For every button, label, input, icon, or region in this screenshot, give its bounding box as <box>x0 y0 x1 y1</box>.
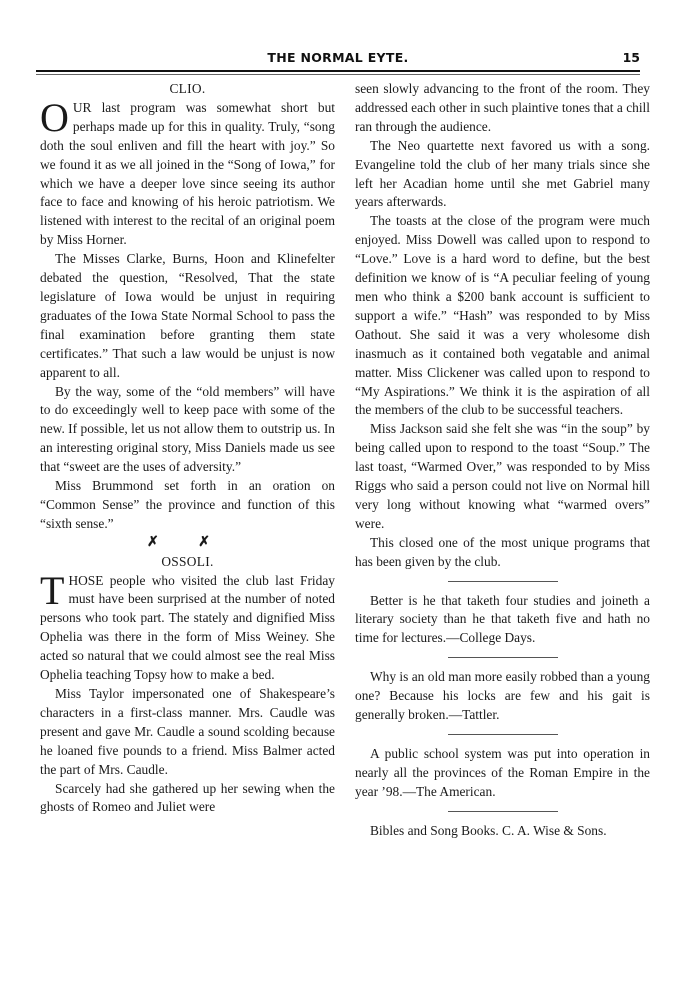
header-rule-thick <box>36 70 640 72</box>
ossoli-continued-paragraph-4: Miss Jackson said she felt she was “in the soup” by being called upon to respond to the toast “Soup.” The last toast, “Warmed Over,” was responded to by Miss Riggs who said a person could not live on Normal hill very long without knowing what “warmed overs” were. <box>355 421 650 531</box>
section-heading-ossoli: OSSOLI. <box>161 553 214 569</box>
ossoli-continued-paragraph-5: This closed one of the most unique programs that has been given by the club. <box>355 534 650 569</box>
clipping-college-days: Better is he that taketh four studies and joineth a literary society than he that taketh five and hath no time for lectures.—College Days. <box>355 592 650 646</box>
ossoli-paragraph-3: Scarcely had she gathered up her sewing when the ghosts of Romeo and Juliet were <box>40 780 335 815</box>
dropcap-word-rest: HOSE <box>68 572 104 588</box>
section-heading-clio: CLIO. <box>169 81 206 96</box>
clio-paragraph-1 <box>40 94 335 250</box>
clipping-the-american: A public school system was put into operation in nearly all the provinces of the Roman Empire in the year ’98.—The American. <box>355 746 650 799</box>
ossoli-paragraph-1 <box>40 567 335 685</box>
clio-paragraph-2: The Misses Clarke, Burns, Hoon and Klinefelter debated the question, “Resolved, That the state legislature of Iowa would be unjust in requiring graduates of the Iowa State Normal School to pass the final examination before granting them state certificates.” That such a law would be unjust is now apparent to all. <box>40 251 335 380</box>
paragraph-text: last program was somewhat short but perhaps made up for this in quality. Truly, “song doth the soul enliven and fill the heart with joy.” So we found it as we all joined in the “Song of Iowa,” for which we have a deeper love since seeing its author face to face and knowing of his heroic patriotism. We listened with interest to the recital of an original poem by Miss Horner. <box>40 99 335 248</box>
separator-rule <box>448 581 558 582</box>
section-divider-ornament: ✗ ✗ <box>147 534 228 550</box>
dropcap-word-rest: UR <box>72 99 92 115</box>
drop-cap-letter: T <box>40 567 65 613</box>
ossoli-continued-paragraph-2: The Neo quartette next favored us with a song. Evangeline told the club of her many trials since she left her Acadian home until she met Gabriel many years afterwards. <box>355 137 650 210</box>
advertisement-line: Bibles and Song Books. C. A. Wise & Sons. <box>370 822 607 838</box>
clipping-tattler: Why is an old man more easily robbed than a young one? Because his locks are few and his gait is generally broken.—Tattler. <box>355 669 650 723</box>
left-column <box>40 80 335 817</box>
separator-rule <box>448 811 558 812</box>
separator-rule <box>448 657 558 658</box>
clio-paragraph-3: By the way, some of the “old members” will have to do exceedingly well to keep pace with some of the new. If possible, let us not allow them to outstrip us. In an interesting original story, Miss Daniels made us see that “sweet are the uses of adversity.” <box>40 383 335 475</box>
clio-paragraph-4: Miss Brummond set forth in an oration on “Common Sense” the province and function of this “sixth sense.” <box>40 478 335 531</box>
paragraph-text: people who visited the club last Friday must have been surprised at the number of noted persons who took part. The stately and dignified Miss Ophelia was there in the form of Miss Weiney. She acted so natural that we could almost see the real Miss Ophelia teaching Topsy how to make a bed. <box>40 572 335 683</box>
header-rule-thin <box>36 74 640 75</box>
publication-title: THE NORMAL EYTE. <box>267 50 409 65</box>
ossoli-continued-paragraph-3: The toasts at the close of the program were much enjoyed. Miss Dowell was called upon to respond to “Love.” Love is a hard word to define, but the best definition we know of is “A peculiar feeling of young men who think a $200 bank account is sufficient to support a wife.” “Hash” was responded to by Miss Oathout. She said it was a very wholesome dish inasmuch as it contained both vegatable and animal matter. Miss Clickener was called upon to respond to “My Aspirations.” We think it is the aspiration of all the members of the club to be successful teachers. <box>355 213 650 418</box>
page-number: 15 <box>622 50 640 65</box>
separator-rule <box>448 734 558 735</box>
ossoli-paragraph-2: Miss Taylor impersonated one of Shakespeare’s characters in a first-class manner. Mrs. Caudle was present and gave Mr. Caudle a sound scolding because he loaned five pounds to a friend. Miss Balmer acted the part of Mrs. Caudle. <box>40 686 335 777</box>
page-header <box>36 50 640 66</box>
right-column <box>355 80 650 841</box>
ossoli-continued-paragraph-1: seen slowly advancing to the front of the room. They addressed each other in such plaintive tones that a chill ran through the audience. <box>355 81 650 134</box>
drop-cap-letter: O <box>40 94 69 140</box>
